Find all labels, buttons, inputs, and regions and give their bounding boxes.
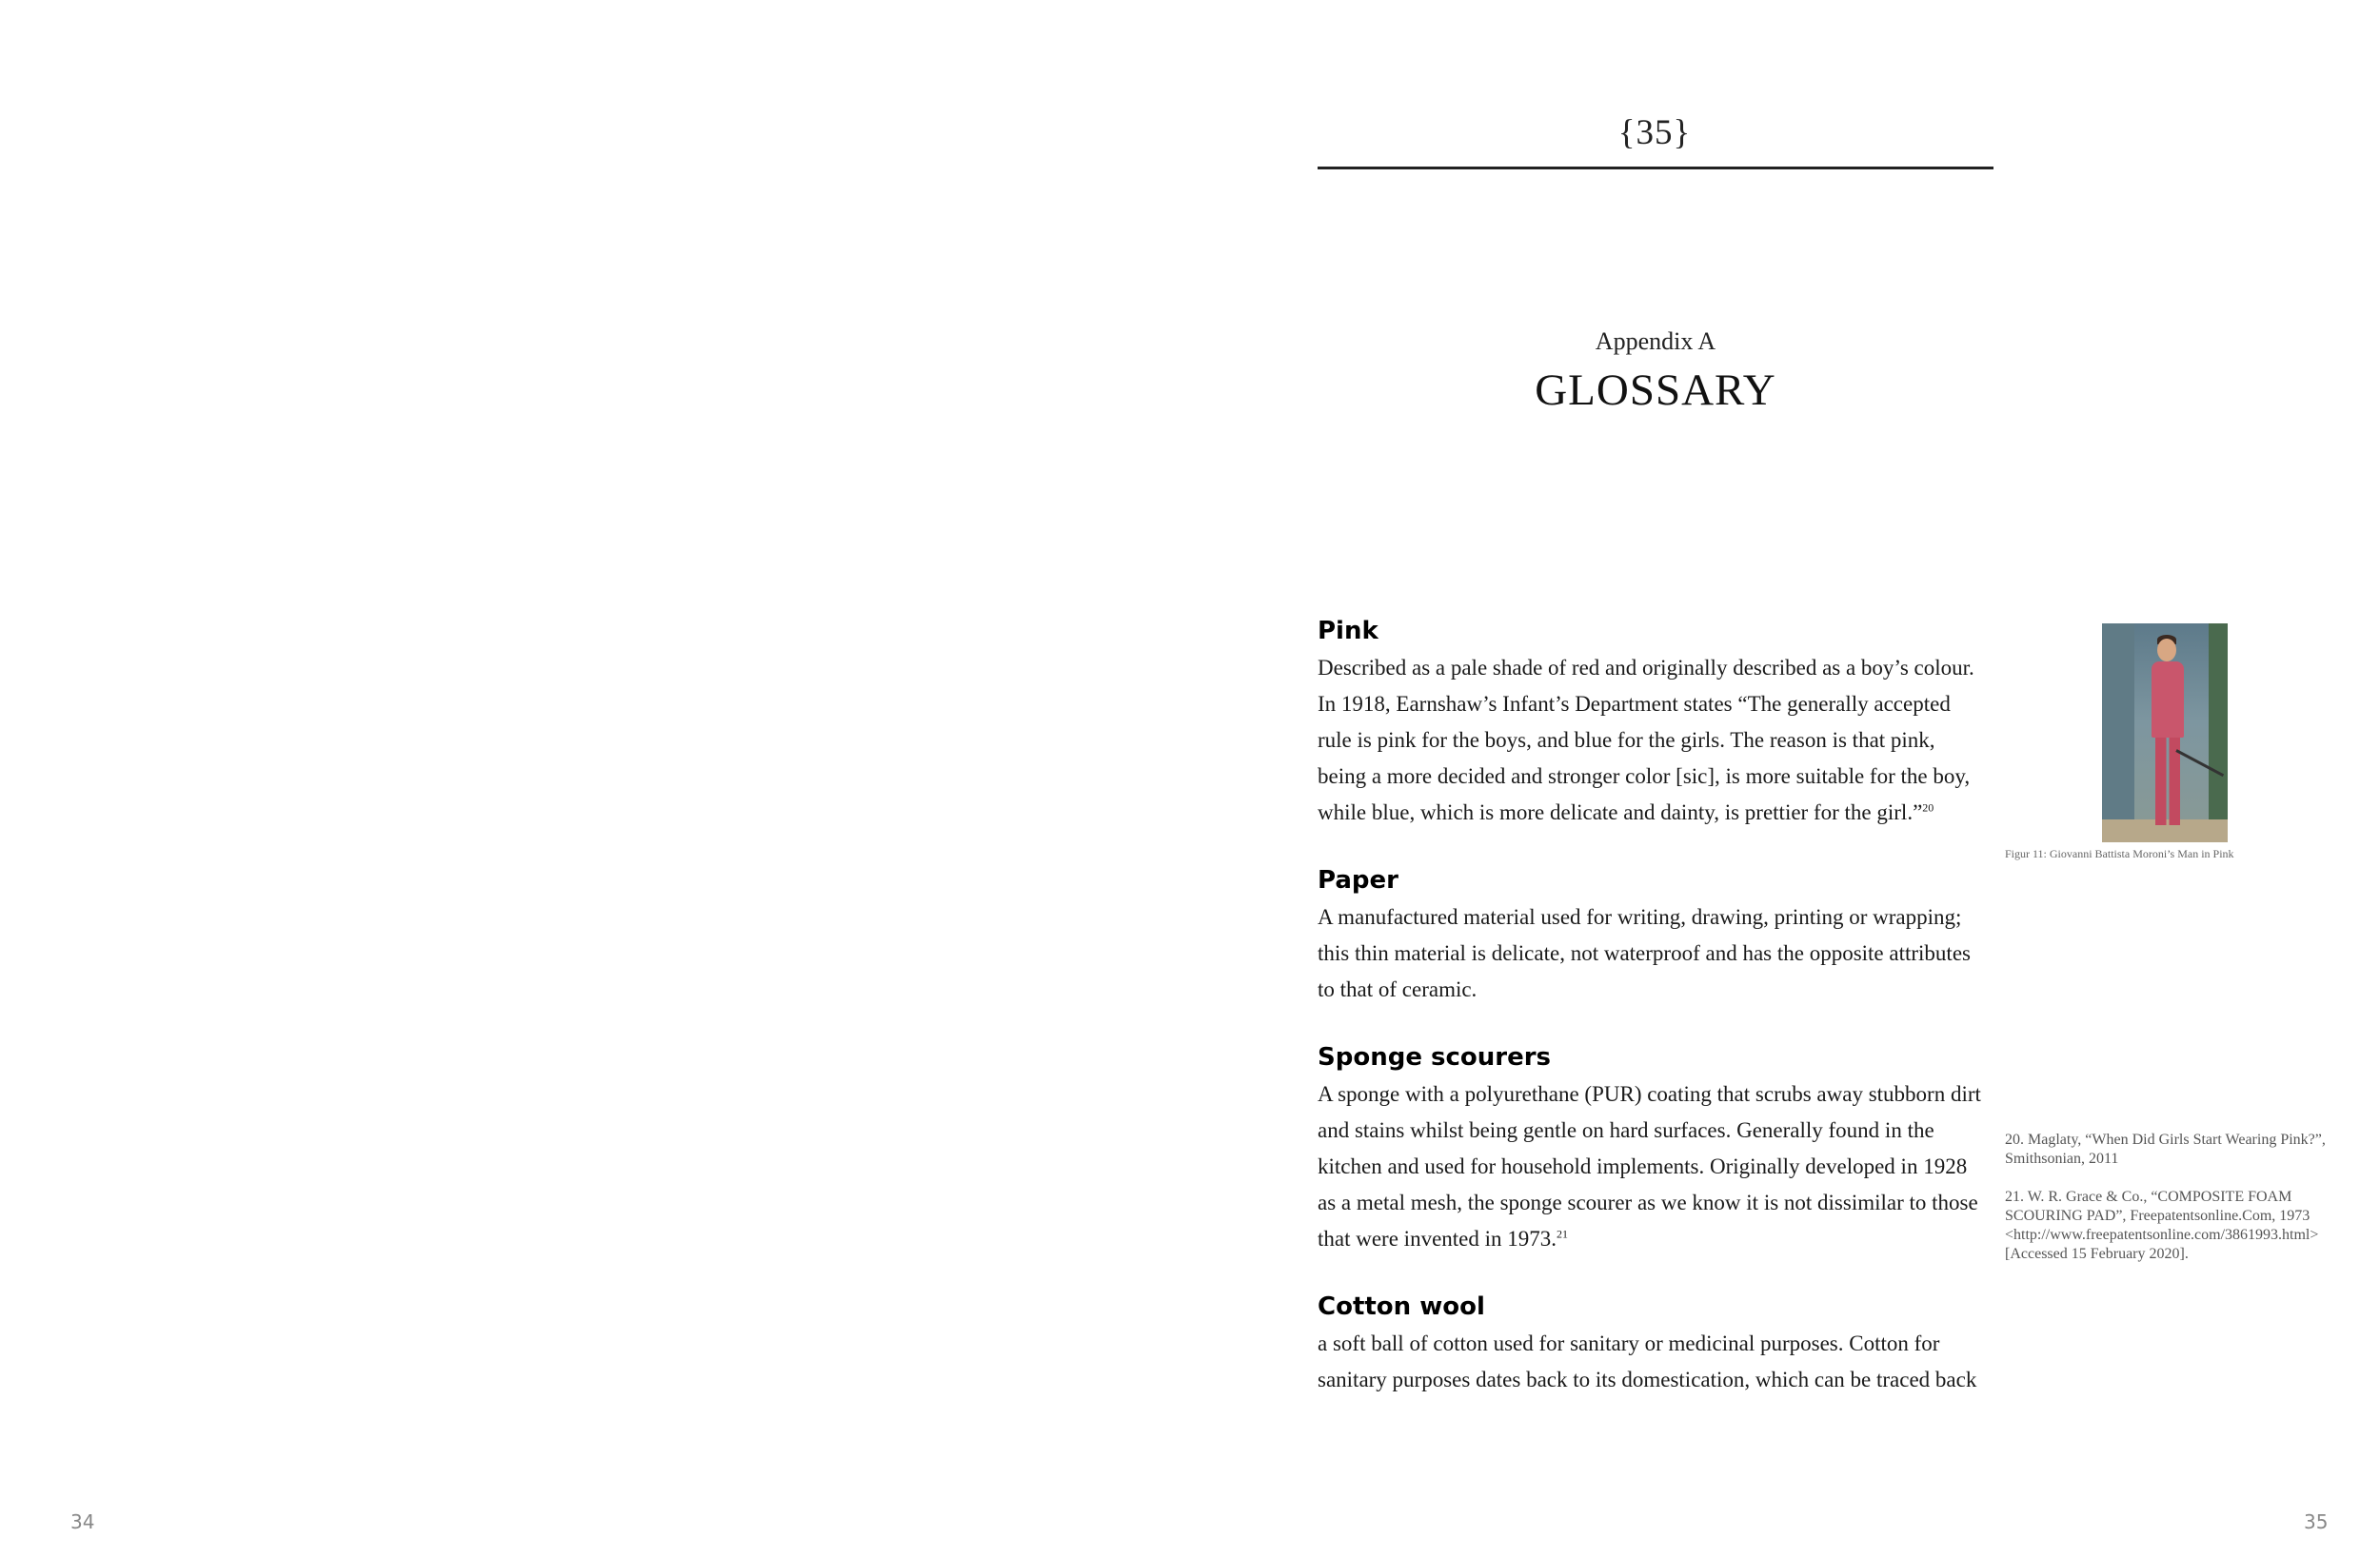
page-number-left: 34 [70, 1510, 95, 1533]
glossary-entry-sponge-scourers [1318, 1040, 1989, 1257]
page-number-right: 35 [2304, 1510, 2329, 1533]
footnote-ref: 20 [1922, 800, 1934, 815]
appendix-label: Appendix A [1595, 327, 1716, 355]
term-heading: Cotton wool [1318, 1292, 1485, 1321]
glossary-entry-paper [1318, 863, 1989, 1008]
footnote-20: 20. Maglaty, “When Did Girls Start Wearing Pink?”, Smithsonian, 2011 [2005, 1132, 2326, 1167]
figure-caption: Figur 11: Giovanni Battista Moroni’s Man in Pink [2005, 847, 2234, 860]
term-heading: Pink [1318, 617, 1378, 645]
glossary-entry-pink [1318, 614, 1989, 831]
definition-text: A manufactured material used for writing, drawing, printing or wrapping; this thin material is delicate, not waterproof and has the opposite attributes to that of ceramic. [1318, 905, 1971, 1001]
header-rule [1318, 167, 1993, 169]
glossary-entry-cotton-wool [1318, 1290, 1989, 1398]
term-definition [1318, 650, 1989, 831]
definition-text: a soft ball of cotton used for sanitary or medicinal purposes. Cotton for sanitary purposes dates back to its domestication, which can be traced back [1318, 1331, 1977, 1391]
page-header-number: {35} [1617, 113, 1692, 152]
term-definition [1318, 1326, 1989, 1398]
definition-text: A sponge with a polyurethane (PUR) coating that scrubs away stubborn dirt and stains whilst being gentle on hard surfaces. Generally found in the kitchen and used for household implements. Originally developed in 1928 as a metal mesh, the sponge scourer as we know it is not dissimilar to those that were invented in 1973. [1318, 1082, 1981, 1251]
glossary-entries [1318, 614, 1989, 1398]
definition-text: Described as a pale shade of red and originally described as a boy’s colour. In 1918, Earnshaw’s Infant’s Department states “The generally accepted rule is pink for the boys, and blue for the girls. The reason is that pink, being a more decided and stronger color [sic], is more suitable for the boy, while blue, which is more delicate and dainty, is prettier for the girl.” [1318, 656, 1974, 824]
term-heading: Paper [1318, 866, 1398, 895]
term-definition [1318, 1076, 1989, 1257]
term-heading: Sponge scourers [1318, 1043, 1552, 1072]
footnote-21: 21. W. R. Grace & Co., “COMPOSITE FOAM SCOURING PAD”, Freepatentsonline.Com, 1973 <http://www.freepatentsonline.com/3861993.html> [Accessed 15 February 2020]. [2005, 1189, 2319, 1262]
man-in-pink-painting-image [2102, 623, 2228, 842]
term-definition [1318, 899, 1989, 1008]
glossary-title: GLOSSARY [1535, 365, 1776, 415]
footnotes [2005, 1131, 2340, 1264]
footnote-ref: 21 [1557, 1227, 1569, 1241]
